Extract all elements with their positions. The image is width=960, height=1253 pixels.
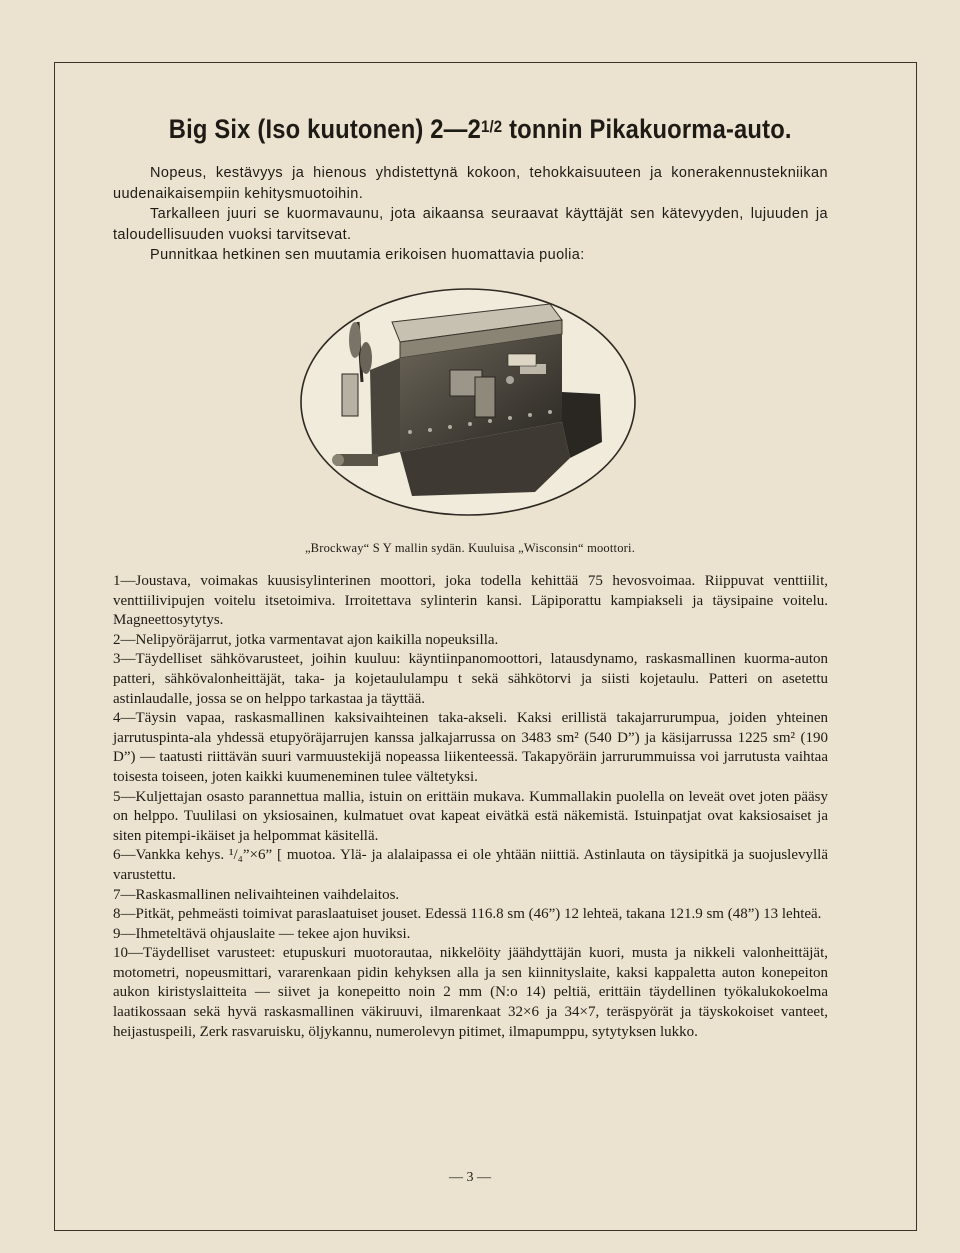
intro-paragraph: Punnitkaa hetkinen sen muutamia erikoisen huomattavia puolia: (150, 247, 585, 263)
photo-caption: „Brockway“ S Y mallin sydän. Kuuluisa „Wisconsin“ moottori. (304, 541, 636, 555)
feature-list (113, 572, 828, 1042)
feature-item: 1—Joustava, voimakas kuusisylinterinen moottori, joka todella kehittää 75 hevosvoimaa. Riippuvat venttiilit, venttiilivipujen voitelu itsetoimiva. Irroitettava sylinterin kansi. Läpiporattu kampiakseli ja täysipaine voitelu. Magneettosytytys. (113, 573, 828, 629)
feature-item: 7—Raskasmallinen nelivaihteinen vaihdelaitos. (113, 886, 400, 903)
feature-item: 3—Täydelliset sähkövarusteet, joihin kuuluu: käyntiinpanomoottori, latausdynamo, raskasmallinen kuorma-auton patteri, sähkövalonheittäjät, taka- ja kojetaululampu t sekä sähkötorvi ja siisti kojetaulu. Patteri on asetettu astinlaudalle, jossa se on helppo tarkastaa ja täyttää. (113, 651, 828, 707)
feature-item: 4—Täysin vapaa, raskasmallinen kaksivaihteinen taka-akseli. Kaksi erillistä takajarrurumpua, joiden yhteinen jarrutuspinta-ala yhdessä etupyöräjarrujen kanssa jalkajarrussa on 3483 sm² (540 D”) ja käsijarrussa 1225 sm² (190 D”) — taatusti riittävän suuri varmuustekijä nopeassa liikenteessä. Takapyöräin jarrurummuissa voi jarrutusta vaihtaa toisesta toiseen, joten kaikki kuumeneminen tulee vältetyksi. (113, 710, 828, 785)
feature-item: 6—Vankka kehys. ¹/₄”×6” [ muotoa. Ylä- ja alalaipassa ei ole yhtään niittiä. Astinlauta on täysipitkä ja suojuslevyllä varustettu. (113, 847, 828, 883)
intro-paragraph: Nopeus, kestävyys ja hienous yhdistettynä kokoon, tehokkaisuuteen ja konerakennustekniikan uudenaikaisempiin kehitysmuotoihin. (113, 165, 828, 202)
intro-text (113, 163, 828, 266)
feature-item: 9—Ihmeteltävä ohjauslaite — tekee ajon huviksi. (113, 925, 411, 942)
feature-item: 8—Pitkät, pehmeästi toimivat paraslaatuiset jouset. Edessä 116.8 sm (46”) 12 lehteä, takana 121.9 sm (48”) 13 lehteä. (113, 906, 822, 923)
title-suffix: tonnin Pikakuorma-auto. (502, 114, 792, 144)
feature-item: 10—Täydelliset varusteet: etupuskuri muotorautaa, nikkelöity jäähdyttäjän kuori, musta ja nikkeli valonheittäjät, motometri, nopeusmittari, vararenkaan pidin kehyksen alla ja sen kiinnityslaite, kaksi kappaletta auton konepeiton aukon kiristyslaitteita — siivet ja konepeitto noin 2 mm (N:o 14) peltiä, erittäin täydellinen työkalukokoelma laatikossaan sekä hyvä raskasmallinen väkiruuvi, ilmarenkaat 32×6 ja 34×7, teräspyörät ja täyskokoiset vanteet, heijastuspeili, Zerk rasvaruisku, öljykannu, numerolevyn pitimet, ilmapumppu, sytytyksen lukko. (113, 945, 828, 1040)
engine-photo (300, 282, 640, 532)
intro-paragraph: Tarkalleen juuri se kuormavaunu, jota aikaansa seuraavat käyttäjät sen kätevyyden, lujuuden ja taloudellisuuden vuoksi tarvitsevat. (113, 206, 828, 243)
page-title (58, 114, 903, 145)
feature-item: 2—Nelipyöräjarrut, jotka varmentavat ajon kaikilla nopeuksilla. (113, 631, 499, 648)
title-fraction: 1/2 (480, 117, 503, 136)
title-main: Big Six (Iso kuutonen) 2—2 (168, 114, 481, 144)
feature-item: 5—Kuljettajan osasto parannettua mallia, istuin on erittäin mukava. Kummallakin puolella on leveät ovet joten pääsy on helppo. Tuulilasi on yksiosainen, kulmatuet ovat kapeat eivätkä estä näkemistä. Istuinpatjat ovat kaksiosaiset ja siten pitempi-ikäiset ja helpommat käsitellä. (113, 788, 828, 844)
page-number: — 3 — (449, 1170, 491, 1185)
